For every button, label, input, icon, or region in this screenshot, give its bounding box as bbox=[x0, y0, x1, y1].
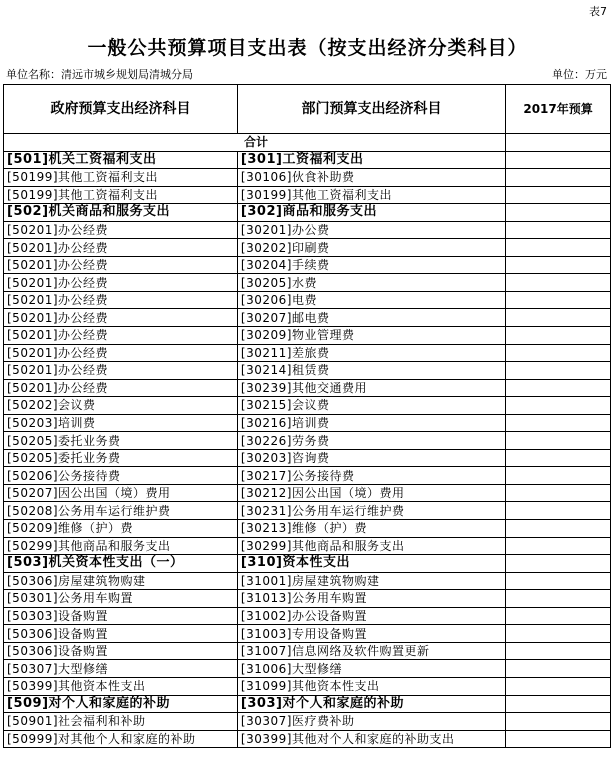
header-row bbox=[4, 85, 611, 134]
budget-cell bbox=[506, 274, 611, 292]
gov-category-cell: [50205]委托业务费 bbox=[4, 449, 238, 467]
header-dept-category: 部门预算支出经济科目 bbox=[237, 85, 505, 134]
total-label: 合计 bbox=[4, 134, 506, 152]
gov-category-cell: [50201]办公经费 bbox=[4, 379, 238, 397]
gov-category-cell: [50208]公务用车运行维护费 bbox=[4, 502, 238, 520]
table-row bbox=[4, 414, 611, 432]
gov-category-cell: [50201]办公经费 bbox=[4, 274, 238, 292]
gov-category-cell: [50201]办公经费 bbox=[4, 221, 238, 239]
table-row bbox=[4, 730, 611, 748]
category-row bbox=[4, 151, 611, 169]
table-row bbox=[4, 607, 611, 625]
dept-category-cell: [30399]其他对个人和家庭的补助支出 bbox=[237, 730, 505, 748]
table-row bbox=[4, 449, 611, 467]
gov-category-cell: [50999]对其他个人和家庭的补助 bbox=[4, 730, 238, 748]
gov-category-cell: [50201]办公经费 bbox=[4, 344, 238, 362]
dept-category-cell: [31002]办公设备购置 bbox=[237, 607, 505, 625]
budget-cell bbox=[506, 291, 611, 309]
gov-category-cell: [50201]办公经费 bbox=[4, 239, 238, 257]
header-2017-budget: 2017年预算 bbox=[506, 85, 611, 134]
budget-cell bbox=[506, 484, 611, 502]
table-row bbox=[4, 713, 611, 731]
table-row bbox=[4, 484, 611, 502]
gov-category-cell: [501]机关工资福利支出 bbox=[4, 151, 238, 169]
budget-cell bbox=[506, 449, 611, 467]
budget-cell bbox=[506, 555, 611, 573]
table-row bbox=[4, 572, 611, 590]
dept-category-cell: [31007]信息网络及软件购置更新 bbox=[237, 642, 505, 660]
dept-category-cell: [30201]办公费 bbox=[237, 221, 505, 239]
dept-category-cell: [30212]因公出国（境）费用 bbox=[237, 484, 505, 502]
dept-category-cell: [30203]咨询费 bbox=[237, 449, 505, 467]
dept-category-cell: [30207]邮电费 bbox=[237, 309, 505, 327]
gov-category-cell: [50306]设备购置 bbox=[4, 642, 238, 660]
budget-cell bbox=[506, 256, 611, 274]
gov-category-cell: [50201]办公经费 bbox=[4, 291, 238, 309]
table-row bbox=[4, 169, 611, 187]
gov-category-cell: [50301]公务用车购置 bbox=[4, 590, 238, 608]
dept-category-cell: [30217]公务接待费 bbox=[237, 467, 505, 485]
dept-category-cell: [30202]印刷费 bbox=[237, 239, 505, 257]
budget-cell bbox=[506, 537, 611, 555]
table-row bbox=[4, 239, 611, 257]
budget-cell bbox=[506, 204, 611, 222]
gov-category-cell: [50201]办公经费 bbox=[4, 327, 238, 345]
dept-category-cell: [310]资本性支出 bbox=[237, 555, 505, 573]
total-row bbox=[4, 134, 611, 152]
gov-category-cell: [502]机关商品和服务支出 bbox=[4, 204, 238, 222]
dept-category-cell: [30239]其他交通费用 bbox=[237, 379, 505, 397]
gov-category-cell: [503]机关资本性支出（一） bbox=[4, 555, 238, 573]
budget-cell bbox=[506, 309, 611, 327]
unit-name-label: 单位名称：清远市城乡规划局清城分局 bbox=[6, 68, 193, 81]
budget-cell bbox=[506, 607, 611, 625]
page-title: 一般公共预算项目支出表（按支出经济分类科目） bbox=[87, 37, 528, 59]
table-row bbox=[4, 256, 611, 274]
table-row bbox=[4, 379, 611, 397]
budget-cell bbox=[506, 397, 611, 415]
table-row bbox=[4, 625, 611, 643]
table-row bbox=[4, 397, 611, 415]
budget-cell bbox=[506, 572, 611, 590]
table-row bbox=[4, 642, 611, 660]
table-row bbox=[4, 590, 611, 608]
dept-category-cell: [30199]其他工资福利支出 bbox=[237, 186, 505, 204]
table-row bbox=[4, 274, 611, 292]
budget-cell bbox=[506, 713, 611, 731]
gov-category-cell: [50199]其他工资福利支出 bbox=[4, 169, 238, 187]
dept-category-cell: [302]商品和服务支出 bbox=[237, 204, 505, 222]
dept-category-cell: [30106]伙食补助费 bbox=[237, 169, 505, 187]
budget-cell bbox=[506, 520, 611, 538]
budget-cell bbox=[506, 414, 611, 432]
gov-category-cell: [50201]办公经费 bbox=[4, 256, 238, 274]
dept-category-cell: [31006]大型修缮 bbox=[237, 660, 505, 678]
dept-category-cell: [30214]租赁费 bbox=[237, 362, 505, 380]
table-row bbox=[4, 186, 611, 204]
gov-category-cell: [50399]其他资本性支出 bbox=[4, 677, 238, 695]
budget-cell bbox=[506, 502, 611, 520]
gov-category-cell: [50199]其他工资福利支出 bbox=[4, 186, 238, 204]
budget-cell bbox=[506, 677, 611, 695]
gov-category-cell: [509]对个人和家庭的补助 bbox=[4, 695, 238, 713]
dept-category-cell: [30209]物业管理费 bbox=[237, 327, 505, 345]
table-row bbox=[4, 432, 611, 450]
category-row bbox=[4, 204, 611, 222]
budget-cell bbox=[506, 642, 611, 660]
category-row bbox=[4, 695, 611, 713]
unit-currency-label: 单位：万元 bbox=[552, 68, 607, 81]
gov-category-cell: [50901]社会福利和补助 bbox=[4, 713, 238, 731]
category-row bbox=[4, 555, 611, 573]
dept-category-cell: [30231]公务用车运行维护费 bbox=[237, 502, 505, 520]
gov-category-cell: [50209]维修（护）费 bbox=[4, 520, 238, 538]
budget-cell bbox=[506, 379, 611, 397]
table-number-note: 表7 bbox=[589, 5, 607, 18]
dept-category-cell: [31001]房屋建筑物购建 bbox=[237, 572, 505, 590]
dept-category-cell: [30211]差旅费 bbox=[237, 344, 505, 362]
gov-category-cell: [50303]设备购置 bbox=[4, 607, 238, 625]
budget-cell bbox=[506, 467, 611, 485]
dept-category-cell: [31013]公务用车购置 bbox=[237, 590, 505, 608]
dept-category-cell: [31099]其他资本性支出 bbox=[237, 677, 505, 695]
dept-category-cell: [30299]其他商品和服务支出 bbox=[237, 537, 505, 555]
table-row bbox=[4, 502, 611, 520]
table-row bbox=[4, 660, 611, 678]
gov-category-cell: [50206]公务接待费 bbox=[4, 467, 238, 485]
table-row bbox=[4, 344, 611, 362]
dept-category-cell: [30204]手续费 bbox=[237, 256, 505, 274]
gov-category-cell: [50207]因公出国（境）费用 bbox=[4, 484, 238, 502]
budget-cell bbox=[506, 327, 611, 345]
gov-category-cell: [50306]房屋建筑物购建 bbox=[4, 572, 238, 590]
table-row bbox=[4, 537, 611, 555]
gov-category-cell: [50306]设备购置 bbox=[4, 625, 238, 643]
budget-cell bbox=[506, 432, 611, 450]
budget-cell bbox=[506, 221, 611, 239]
table-row bbox=[4, 467, 611, 485]
header-gov-category: 政府预算支出经济科目 bbox=[4, 85, 238, 134]
dept-category-cell: [30215]会议费 bbox=[237, 397, 505, 415]
budget-cell bbox=[506, 695, 611, 713]
gov-category-cell: [50299]其他商品和服务支出 bbox=[4, 537, 238, 555]
dept-category-cell: [31003]专用设备购置 bbox=[237, 625, 505, 643]
budget-cell bbox=[506, 344, 611, 362]
table-row bbox=[4, 309, 611, 327]
budget-cell bbox=[506, 730, 611, 748]
table-row bbox=[4, 362, 611, 380]
gov-category-cell: [50202]会议费 bbox=[4, 397, 238, 415]
gov-category-cell: [50307]大型修缮 bbox=[4, 660, 238, 678]
budget-cell bbox=[506, 169, 611, 187]
table-row bbox=[4, 677, 611, 695]
dept-category-cell: [30213]维修（护）费 bbox=[237, 520, 505, 538]
dept-category-cell: [30226]劳务费 bbox=[237, 432, 505, 450]
table-row bbox=[4, 327, 611, 345]
dept-category-cell: [30206]电费 bbox=[237, 291, 505, 309]
gov-category-cell: [50205]委托业务费 bbox=[4, 432, 238, 450]
budget-cell bbox=[506, 660, 611, 678]
dept-category-cell: [30205]水费 bbox=[237, 274, 505, 292]
budget-cell bbox=[506, 362, 611, 380]
dept-category-cell: [303]对个人和家庭的补助 bbox=[237, 695, 505, 713]
budget-cell bbox=[506, 186, 611, 204]
budget-cell bbox=[506, 590, 611, 608]
gov-category-cell: [50201]办公经费 bbox=[4, 362, 238, 380]
gov-category-cell: [50201]办公经费 bbox=[4, 309, 238, 327]
dept-category-cell: [30307]医疗费补助 bbox=[237, 713, 505, 731]
gov-category-cell: [50203]培训费 bbox=[4, 414, 238, 432]
total-value bbox=[506, 134, 611, 152]
table-row bbox=[4, 221, 611, 239]
dept-category-cell: [301]工资福利支出 bbox=[237, 151, 505, 169]
budget-cell bbox=[506, 625, 611, 643]
table-row bbox=[4, 520, 611, 538]
budget-cell bbox=[506, 151, 611, 169]
dept-category-cell: [30216]培训费 bbox=[237, 414, 505, 432]
budget-cell bbox=[506, 239, 611, 257]
expenditure-table bbox=[3, 84, 611, 748]
table-row bbox=[4, 291, 611, 309]
